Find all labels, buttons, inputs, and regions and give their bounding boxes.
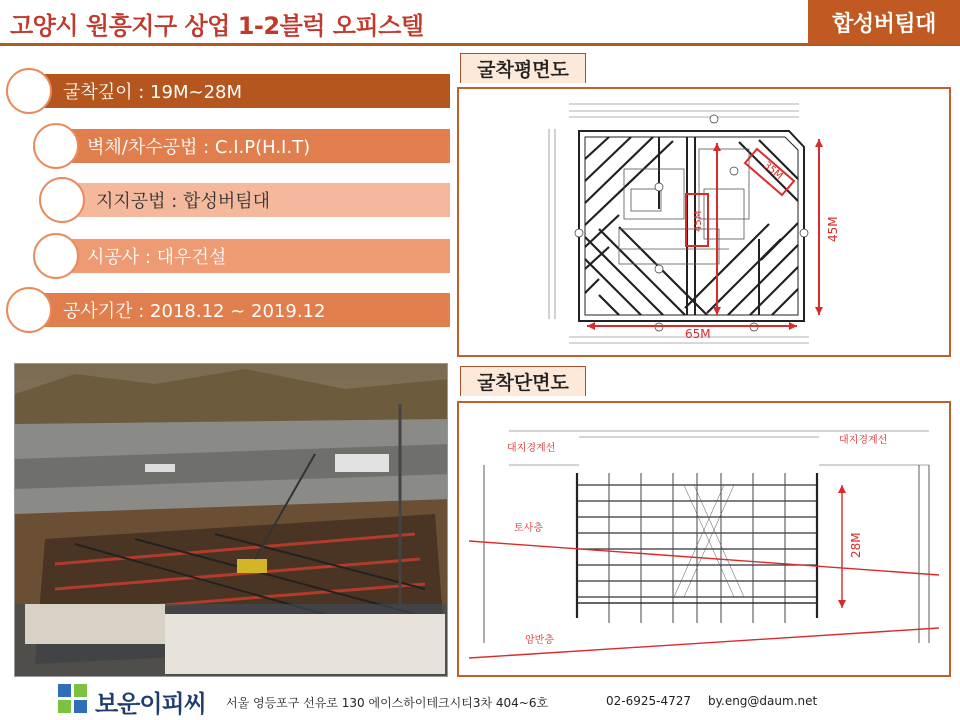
section-panel [457,401,951,677]
plan-inner-height-label: 45M [693,210,704,232]
plan-width-label: 65M [685,327,711,341]
plan-diagonal-label: 35M [761,159,785,183]
page-title: 고양시 원흥지구 상업 1-2블럭 오피스텔 [10,12,424,40]
section-depth-label: 28M [849,532,863,558]
construction-site-photo [14,363,448,677]
section-panel-tab: 굴착단면도 [460,366,586,396]
footer-logo-icon [58,684,88,714]
title-underline [0,43,960,46]
info-bar-support [62,183,450,217]
info-bar-period [30,293,450,327]
bullet-circle-2 [33,123,79,169]
info-bar-contractor [57,239,450,273]
bullet-circle-3 [39,177,85,223]
excavation-plan-drawing [459,89,949,355]
section-boundary-right-label: 대지경계선 [839,435,888,446]
company-tag: 합성버팀대 [808,0,960,45]
info-bar-contractor-text: 시공사 : 대우건설 [87,247,227,268]
info-bar-support-text: 지지공법 : 합성버팀대 [96,191,270,212]
info-bar-wall-text: 벽체/차수공법 : C.I.P(H.I.T) [87,137,311,158]
plan-panel-tab: 굴착평면도 [460,53,586,83]
plan-panel [457,87,951,357]
footer-email: by.eng@daum.net [708,694,818,708]
info-bar-depth-text: 굴착깊이 : 19M~28M [63,82,243,103]
info-bar-depth [30,74,450,108]
footer-address: 서울 영등포구 선유로 130 에이스하이테크시티3차 404~6호 [226,696,549,710]
section-boundary-left-label: 대지경계선 [507,443,556,454]
bullet-circle-5 [6,287,52,333]
footer-phone: 02-6925-4727 [606,694,692,708]
info-bar-wall [57,129,450,163]
excavation-section-drawing [459,403,949,675]
section-rock-label: 암반층 [525,635,554,646]
bullet-circle-4 [33,233,79,279]
plan-height-label: 45M [826,216,840,242]
footer-company-name: 보운이피씨 [95,690,206,718]
info-bar-period-text: 공사기간 : 2018.12 ~ 2019.12 [63,301,326,322]
section-soil-label: 토사층 [514,523,543,534]
bullet-circle-1 [6,68,52,114]
